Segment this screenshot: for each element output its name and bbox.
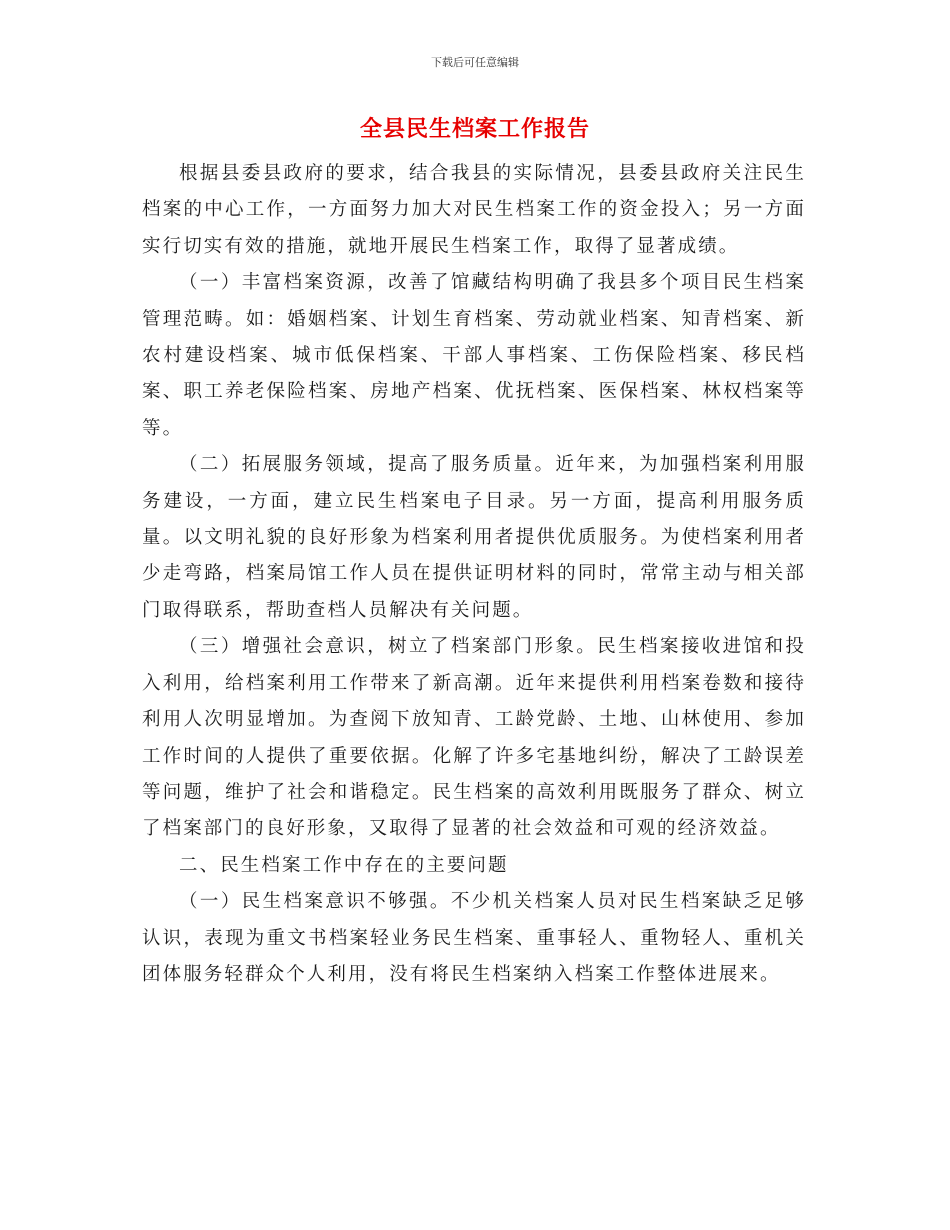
paragraph-section-1-2: （二）拓展服务领域，提高了服务质量。近年来，为加强档案利用服务建设，一方面，建立民生档案电子目录。另一方面，提高利用服务质量。以文明礼貌的良好形象为档案利用者提供优质服务。为使档案利用者少走弯路，档案局馆工作人员在提供证明材料的同时，常常主动与相关部门取得联系，帮助查档人员解决有关问题。: [142, 454, 806, 621]
paragraph-intro: 根据县委县政府的要求，结合我县的实际情况，县委县政府关注民生档案的中心工作，一方面努力加大对民生档案工作的资金投入；另一方面实行切实有效的措施，就地开展民生档案工作，取得了显著成绩。: [142, 163, 806, 257]
header-note: 下载后可任意编辑: [431, 56, 519, 69]
document-title: 全县民生档案工作报告: [359, 117, 590, 142]
paragraph-section-1-1: （一）丰富档案资源，改善了馆藏结构明确了我县多个项目民生档案管理范畴。如：婚姻档案、计划生育档案、劳动就业档案、知青档案、新农村建设档案、城市低保档案、干部人事档案、工伤保险档案、移民档案、职工养老保险档案、房地产档案、优抚档案、医保档案、林权档案等等。: [142, 272, 806, 439]
document-body: [142, 156, 806, 993]
paragraph-section-1-3: （三）增强社会意识，树立了档案部门形象。民生档案接收进馆和投入利用，给档案利用工作带来了新高潮。近年来提供利用档案卷数和接待利用人次明显增加。为查阅下放知青、工龄党龄、土地、山林使用、参加工作时间的人提供了重要依据。化解了许多宅基地纠纷，解决了工龄误差等问题，维护了社会和谐稳定。民生档案的高效利用既服务了群众、树立了档案部门的良好形象，又取得了显著的社会效益和可观的经济效益。: [142, 636, 806, 840]
paragraph-section-2-1: （一）民生档案意识不够强。不少机关档案人员对民生档案缺乏足够认识，表现为重文书档案轻业务民生档案、重事轻人、重物轻人、重机关团体服务轻群众个人利用，没有将民生档案纳入档案工作整体进展来。: [142, 891, 806, 985]
section-heading-2: 二、民生档案工作中存在的主要问题: [179, 854, 509, 876]
